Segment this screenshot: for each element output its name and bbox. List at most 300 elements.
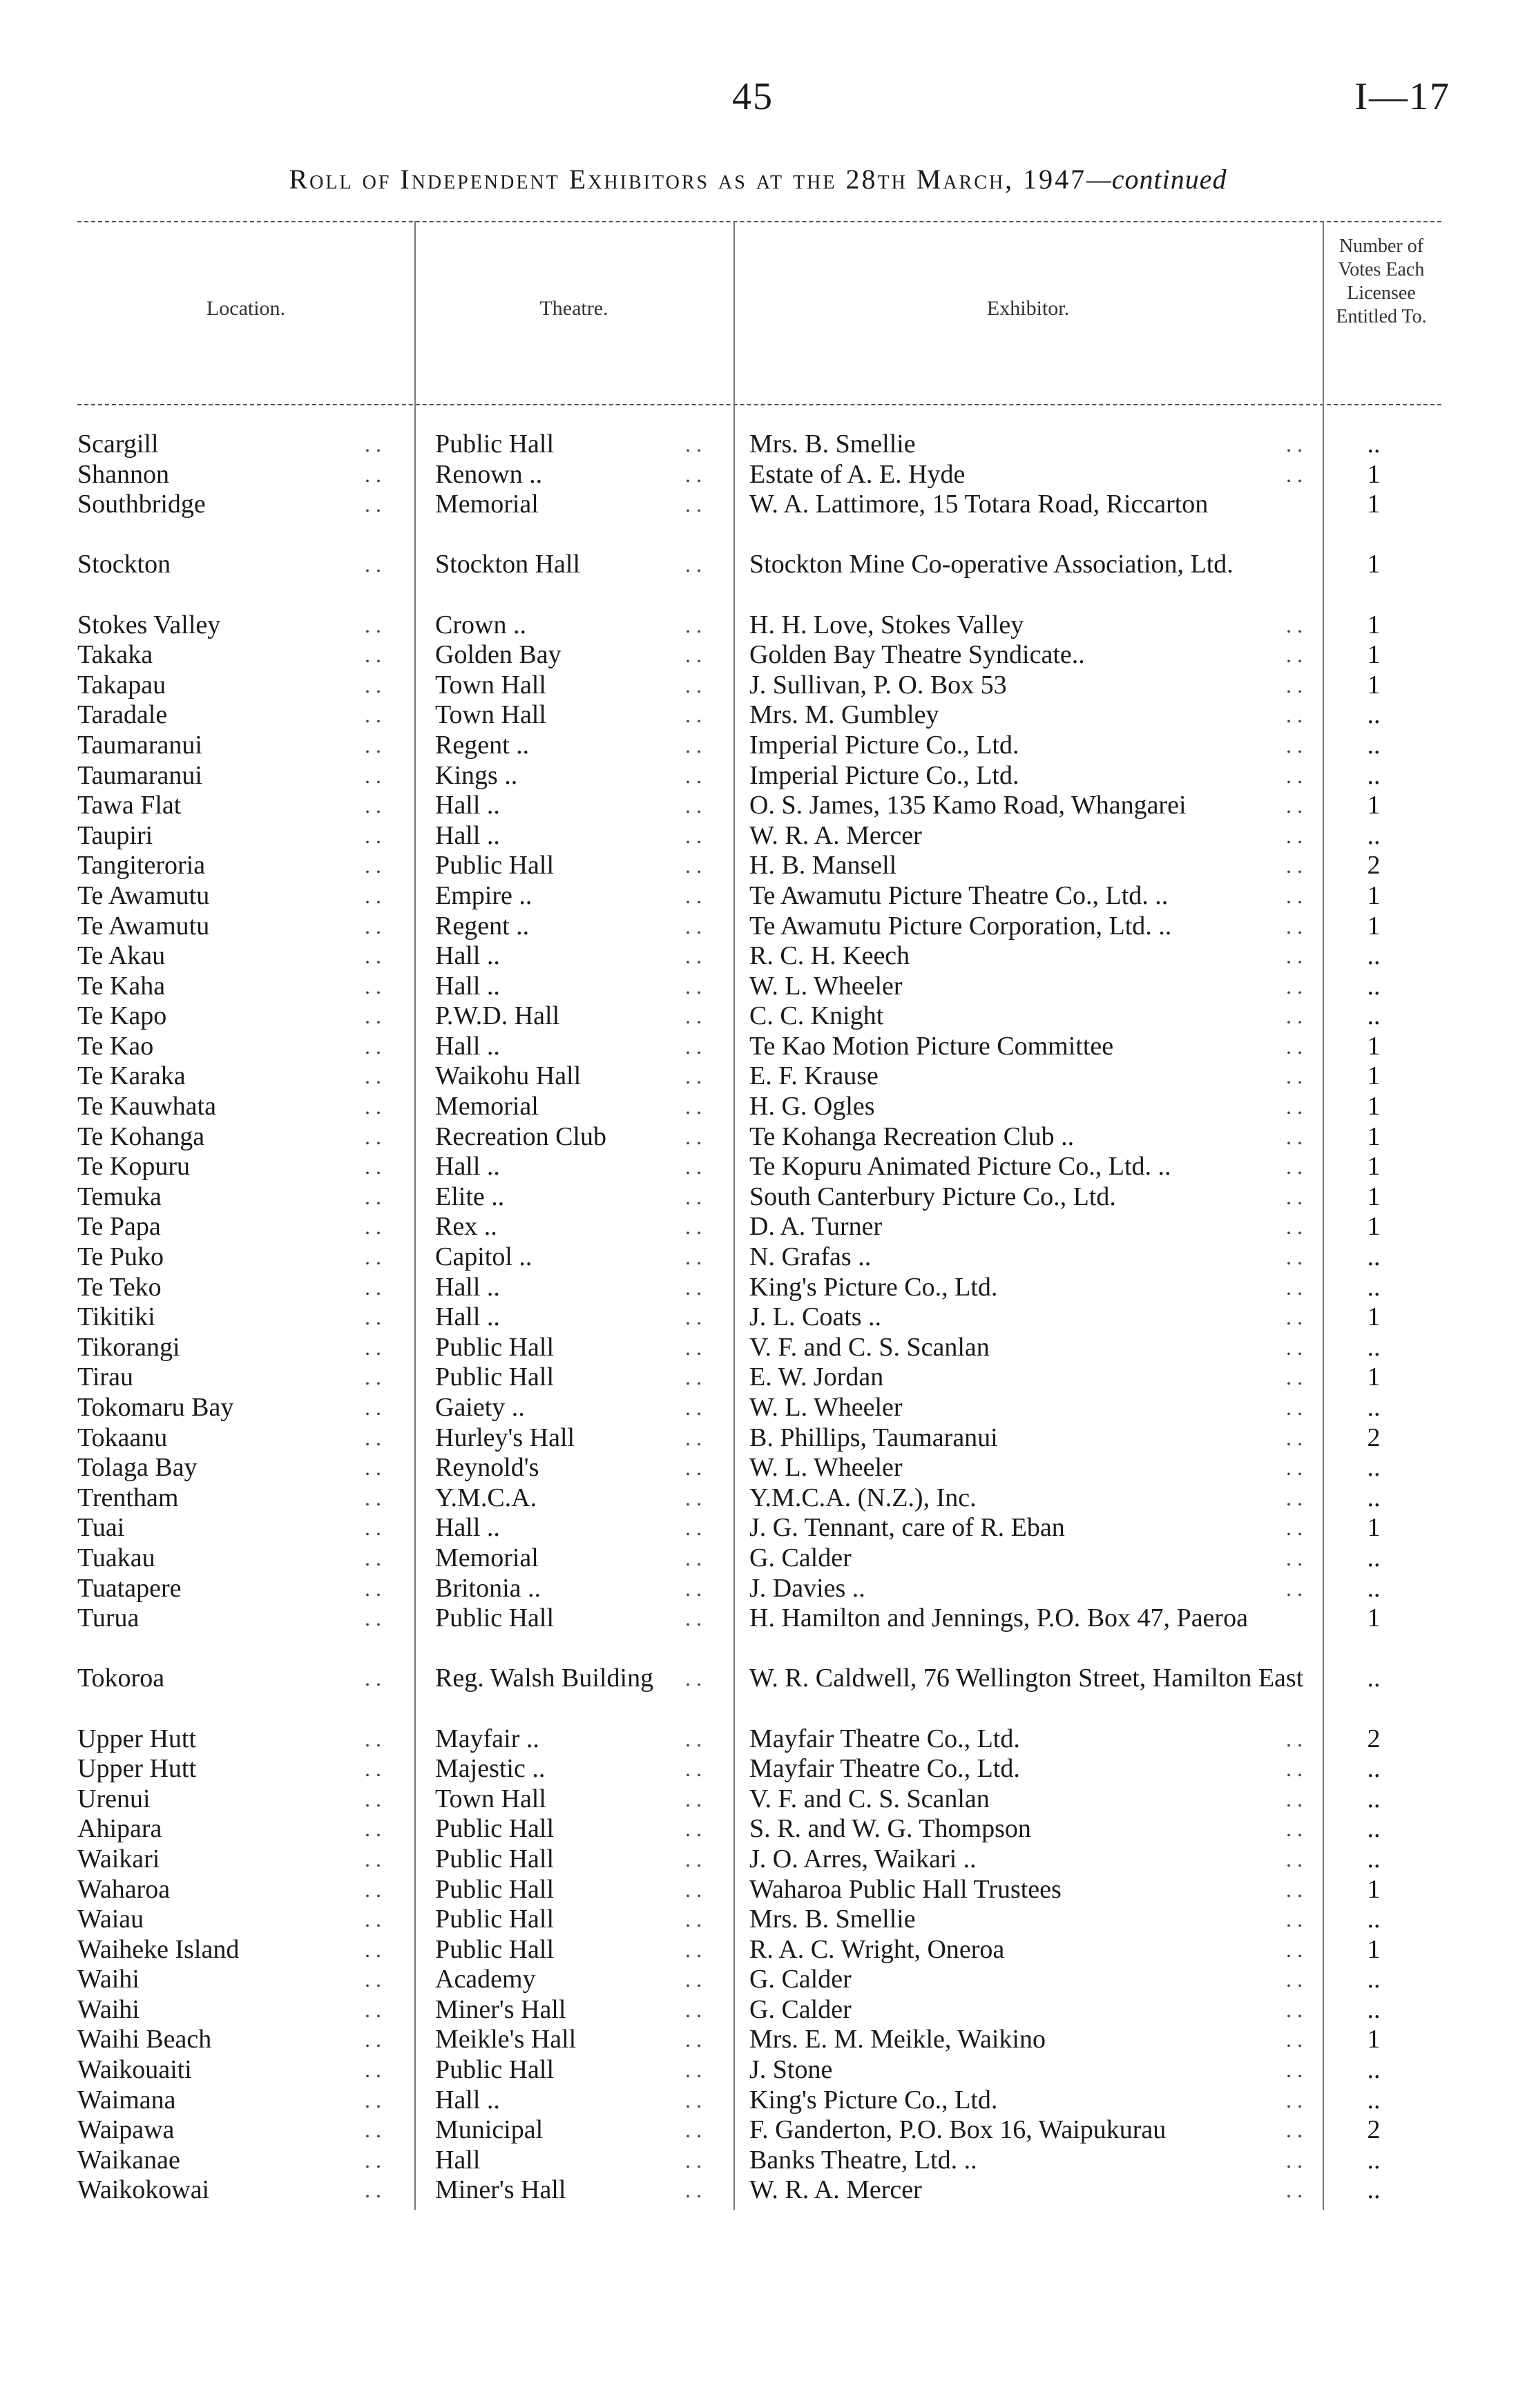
- votes-cell: 2: [1367, 1724, 1381, 1753]
- votes-cell: 2: [1367, 2115, 1381, 2145]
- table-row: [0, 1513, 1516, 1543]
- leader-dots: ..: [365, 1395, 387, 1420]
- leader-dots: ..: [365, 762, 387, 788]
- table-row: [0, 1212, 1516, 1242]
- exhibitor-cell: R. C. H. Keech: [749, 941, 910, 971]
- table-row: [0, 671, 1516, 701]
- leader-dots: ..: [365, 642, 387, 668]
- table-row: [0, 2086, 1516, 2116]
- leader-dots: ..: [685, 1124, 707, 1149]
- leader-dots: ..: [685, 1907, 707, 1932]
- leader-dots: ..: [365, 1033, 387, 1059]
- exhibitor-cell: King's Picture Co., Ltd.: [749, 1272, 998, 1302]
- leader-dots: ..: [685, 672, 707, 697]
- votes-cell: ..: [1367, 430, 1381, 459]
- page-reference: I—17: [1354, 75, 1450, 118]
- exhibitor-cell: W. R. Caldwell, 76 Wellington Street, Hamilton East: [749, 1664, 1304, 1693]
- votes-cell: ..: [1367, 1001, 1381, 1031]
- column-header-theatre: Theatre.: [539, 297, 608, 320]
- table-row: [0, 430, 1516, 460]
- table-row: [0, 1603, 1516, 1664]
- leader-dots: ..: [365, 883, 387, 908]
- leader-dots: ..: [685, 1455, 707, 1481]
- location-cell: Te Kaha: [77, 971, 166, 1001]
- location-cell: Takaka: [77, 640, 153, 670]
- leader-dots: ..: [365, 1606, 387, 1631]
- leader-dots: ..: [365, 1846, 387, 1871]
- votes-cell: 1: [1367, 911, 1381, 941]
- table-row: [0, 1664, 1516, 1724]
- exhibitor-cell: Waharoa Public Hall Trustees: [749, 1874, 1062, 1904]
- document-title: [0, 163, 1516, 195]
- leader-dots: ..: [685, 1756, 707, 1782]
- votes-cell: ..: [1367, 1573, 1381, 1603]
- theatre-cell: Public Hall: [435, 1874, 555, 1904]
- exhibitor-cell: Mrs. B. Smellie: [749, 1905, 916, 1934]
- leader-dots: ..: [1286, 1274, 1308, 1300]
- theatre-cell: Hall ..: [435, 1302, 500, 1332]
- exhibitor-cell: W. L. Wheeler: [749, 971, 903, 1001]
- theatre-cell: Town Hall: [435, 1784, 546, 1813]
- leader-dots: ..: [365, 1425, 387, 1450]
- exhibitor-cell: G. Calder: [749, 1965, 852, 1994]
- theatre-cell: Golden Bay: [435, 640, 562, 670]
- location-cell: Scargill: [77, 430, 159, 459]
- leader-dots: ..: [1286, 1063, 1308, 1089]
- leader-dots: ..: [685, 1304, 707, 1330]
- theatre-cell: Miner's Hall: [435, 1994, 566, 2024]
- leader-dots: ..: [685, 883, 707, 908]
- exhibitor-cell: Te Kohanga Recreation Club ..: [749, 1121, 1075, 1151]
- votes-cell: ..: [1367, 1543, 1381, 1572]
- votes-cell: 1: [1367, 1152, 1381, 1182]
- leader-dots: ..: [1286, 1545, 1308, 1570]
- theatre-cell: Regent ..: [435, 730, 530, 760]
- location-cell: Southbridge: [77, 490, 206, 519]
- exhibitor-table-body: [0, 430, 1516, 2206]
- leader-dots: ..: [1286, 1365, 1308, 1390]
- leader-dots: ..: [685, 1094, 707, 1119]
- exhibitor-cell: Te Kopuru Animated Picture Co., Ltd. ..: [749, 1152, 1171, 1182]
- exhibitor-cell: V. F. and C. S. Scanlan: [749, 1784, 990, 1813]
- table-row: [0, 2115, 1516, 2146]
- votes-cell: ..: [1367, 1965, 1381, 1994]
- leader-dots: ..: [365, 1244, 387, 1270]
- leader-dots: ..: [365, 943, 387, 969]
- leader-dots: ..: [365, 1365, 387, 1390]
- exhibitor-cell: Estate of A. E. Hyde: [749, 459, 966, 489]
- exhibitor-cell: J. O. Arres, Waikari ..: [749, 1844, 977, 1874]
- table-row: [0, 941, 1516, 972]
- theatre-cell: Stockton Hall: [435, 550, 581, 579]
- leader-dots: ..: [685, 973, 707, 999]
- table-row: [0, 1092, 1516, 1122]
- leader-dots: ..: [685, 2087, 707, 2112]
- votes-cell: 1: [1367, 791, 1381, 820]
- leader-dots: ..: [1286, 461, 1308, 487]
- table-row: [0, 2025, 1516, 2055]
- exhibitor-cell: H. Hamilton and Jennings, P.O. Box 47, Paeroa: [749, 1603, 1248, 1633]
- leader-dots: ..: [685, 1425, 707, 1450]
- theatre-cell: Hall ..: [435, 1513, 500, 1543]
- votes-cell: ..: [1367, 1272, 1381, 1302]
- votes-cell: 1: [1367, 2025, 1381, 2054]
- leader-dots: ..: [685, 1485, 707, 1510]
- leader-dots: ..: [365, 1756, 387, 1782]
- votes-cell: ..: [1367, 820, 1381, 850]
- leader-dots: ..: [365, 2087, 387, 2112]
- location-cell: Tuakau: [77, 1543, 155, 1572]
- leader-dots: ..: [685, 1666, 707, 1691]
- page-header: [0, 75, 1516, 137]
- exhibitor-cell: W. R. A. Mercer: [749, 820, 922, 850]
- leader-dots: ..: [365, 1515, 387, 1541]
- exhibitor-cell: Stockton Mine Co-operative Association, Ltd.: [749, 550, 1234, 579]
- location-cell: Waikokowai: [77, 2175, 210, 2205]
- exhibitor-cell: V. F. and C. S. Scanlan: [749, 1332, 990, 1362]
- exhibitor-cell: Mrs. E. M. Meikle, Waikino: [749, 2025, 1046, 2054]
- leader-dots: ..: [365, 552, 387, 577]
- leader-dots: ..: [685, 1816, 707, 1842]
- location-cell: Te Akau: [77, 941, 166, 971]
- leader-dots: ..: [685, 642, 707, 668]
- table-row: [0, 1333, 1516, 1363]
- leader-dots: ..: [365, 1575, 387, 1601]
- votes-cell: ..: [1367, 941, 1381, 971]
- leader-dots: ..: [1286, 642, 1308, 668]
- leader-dots: ..: [365, 822, 387, 848]
- table-row: [0, 791, 1516, 821]
- votes-cell: 2: [1367, 1423, 1381, 1452]
- leader-dots: ..: [365, 732, 387, 758]
- table-row: [0, 912, 1516, 942]
- location-cell: Tangiteroria: [77, 851, 206, 880]
- location-cell: Tikorangi: [77, 1332, 180, 1362]
- leader-dots: ..: [685, 2057, 707, 2083]
- leader-dots: ..: [685, 1575, 707, 1601]
- leader-dots: ..: [365, 1274, 387, 1300]
- leader-dots: ..: [685, 762, 707, 788]
- leader-dots: ..: [1286, 883, 1308, 908]
- table-row: [0, 1453, 1516, 1483]
- table-top-rule: [77, 221, 1441, 222]
- leader-dots: ..: [365, 1214, 387, 1240]
- table-row: [0, 972, 1516, 1002]
- location-cell: Waiheke Island: [77, 1934, 240, 1964]
- theatre-cell: Public Hall: [435, 1332, 555, 1362]
- theatre-cell: Memorial: [435, 1543, 539, 1572]
- leader-dots: ..: [365, 853, 387, 878]
- leader-dots: ..: [365, 793, 387, 818]
- leader-dots: ..: [1286, 1304, 1308, 1330]
- votes-cell: ..: [1367, 1393, 1381, 1422]
- theatre-cell: P.W.D. Hall: [435, 1001, 560, 1031]
- leader-dots: ..: [365, 1334, 387, 1360]
- votes-cell: ..: [1367, 700, 1381, 730]
- leader-dots: ..: [685, 1545, 707, 1570]
- location-cell: Ahipara: [77, 1814, 162, 1844]
- exhibitor-cell: J. G. Tennant, care of R. Eban: [749, 1513, 1065, 1543]
- leader-dots: ..: [685, 1063, 707, 1089]
- location-cell: Waikanae: [77, 2145, 180, 2175]
- votes-cell: ..: [1367, 1664, 1381, 1693]
- table-row: [0, 490, 1516, 550]
- location-cell: Stokes Valley: [77, 610, 221, 639]
- leader-dots: ..: [685, 2147, 707, 2173]
- leader-dots: ..: [365, 2027, 387, 2052]
- leader-dots: ..: [685, 1154, 707, 1179]
- theatre-cell: Crown ..: [435, 610, 526, 639]
- exhibitor-cell: G. Calder: [749, 1994, 852, 2024]
- theatre-cell: Reg. Walsh Building: [435, 1664, 654, 1693]
- theatre-cell: Mayfair ..: [435, 1724, 539, 1753]
- location-cell: Turua: [77, 1603, 140, 1633]
- exhibitor-cell: E. F. Krause: [749, 1061, 879, 1091]
- table-row: [0, 1032, 1516, 1062]
- theatre-cell: Town Hall: [435, 700, 546, 730]
- theatre-cell: Majestic ..: [435, 1754, 546, 1784]
- location-cell: Te Awamutu: [77, 880, 210, 910]
- leader-dots: ..: [1286, 1124, 1308, 1149]
- theatre-cell: Empire ..: [435, 880, 532, 910]
- leader-dots: ..: [1286, 793, 1308, 818]
- leader-dots: ..: [1286, 1967, 1308, 1992]
- location-cell: Waihi: [77, 1994, 140, 2024]
- leader-dots: ..: [1286, 762, 1308, 788]
- theatre-cell: Public Hall: [435, 1934, 555, 1964]
- location-cell: Te Papa: [77, 1212, 161, 1242]
- table-row: [0, 1965, 1516, 1995]
- leader-dots: ..: [365, 1304, 387, 1330]
- leader-dots: ..: [1286, 612, 1308, 637]
- exhibitor-cell: Mayfair Theatre Co., Ltd.: [749, 1724, 1020, 1753]
- leader-dots: ..: [365, 1786, 387, 1811]
- votes-cell: ..: [1367, 1453, 1381, 1483]
- votes-cell: ..: [1367, 730, 1381, 760]
- leader-dots: ..: [685, 432, 707, 456]
- theatre-cell: Meikle's Hall: [435, 2025, 577, 2054]
- location-cell: Taradale: [77, 700, 168, 730]
- location-cell: Taupiri: [77, 820, 153, 850]
- leader-dots: ..: [1286, 1154, 1308, 1179]
- table-row: [0, 1122, 1516, 1153]
- location-cell: Temuka: [77, 1182, 162, 1211]
- theatre-cell: Waikohu Hall: [435, 1061, 582, 1091]
- location-cell: Te Kao: [77, 1031, 154, 1061]
- theatre-cell: Memorial: [435, 1092, 539, 1121]
- theatre-cell: Public Hall: [435, 1362, 555, 1392]
- leader-dots: ..: [1286, 853, 1308, 878]
- exhibitor-cell: B. Phillips, Taumaranui: [749, 1423, 998, 1452]
- leader-dots: ..: [365, 1996, 387, 2022]
- leader-dots: ..: [685, 1726, 707, 1751]
- leader-dots: ..: [685, 1003, 707, 1029]
- leader-dots: ..: [685, 2117, 707, 2143]
- votes-cell: 1: [1367, 1092, 1381, 1121]
- exhibitor-cell: Mrs. B. Smellie: [749, 430, 916, 459]
- leader-dots: ..: [685, 1184, 707, 1209]
- table-row: [0, 640, 1516, 671]
- leader-dots: ..: [1286, 672, 1308, 697]
- exhibitor-cell: Te Awamutu Picture Theatre Co., Ltd. ..: [749, 880, 1169, 910]
- location-cell: Tuatapere: [77, 1573, 182, 1603]
- table-row: [0, 700, 1516, 731]
- votes-cell: ..: [1367, 760, 1381, 790]
- title-continued: —continued: [1086, 164, 1227, 195]
- votes-cell: 1: [1367, 1061, 1381, 1091]
- theatre-cell: Public Hall: [435, 430, 555, 459]
- exhibitor-cell: F. Ganderton, P.O. Box 16, Waipukurau: [749, 2115, 1167, 2145]
- leader-dots: ..: [685, 702, 707, 728]
- theatre-cell: Miner's Hall: [435, 2175, 566, 2205]
- leader-dots: ..: [365, 1184, 387, 1209]
- votes-cell: ..: [1367, 1905, 1381, 1934]
- leader-dots: ..: [1286, 1515, 1308, 1541]
- leader-dots: ..: [365, 1485, 387, 1510]
- theatre-cell: Kings ..: [435, 760, 518, 790]
- leader-dots: ..: [1286, 1936, 1308, 1962]
- table-row: [0, 2146, 1516, 2176]
- leader-dots: ..: [1286, 2027, 1308, 2052]
- votes-cell: ..: [1367, 2145, 1381, 2175]
- leader-dots: ..: [1286, 1756, 1308, 1782]
- exhibitor-cell: King's Picture Co., Ltd.: [749, 2085, 998, 2115]
- table-row: [0, 460, 1516, 490]
- table-row: [0, 1061, 1516, 1092]
- leader-dots: ..: [1286, 1816, 1308, 1842]
- votes-cell: 1: [1367, 1362, 1381, 1392]
- leader-dots: ..: [685, 2027, 707, 2052]
- leader-dots: ..: [365, 1967, 387, 1992]
- location-cell: Waikouaiti: [77, 2055, 192, 2085]
- table-row: [0, 731, 1516, 761]
- leader-dots: ..: [365, 1726, 387, 1751]
- leader-dots: ..: [1286, 943, 1308, 969]
- theatre-cell: Hurley's Hall: [435, 1423, 575, 1452]
- table-row: [0, 1302, 1516, 1333]
- leader-dots: ..: [685, 612, 707, 637]
- leader-dots: ..: [1286, 1907, 1308, 1932]
- table-row: [0, 1995, 1516, 2025]
- votes-cell: ..: [1367, 2175, 1381, 2205]
- table-row: [0, 1423, 1516, 1454]
- votes-cell: 2: [1367, 851, 1381, 880]
- exhibitor-cell: G. Calder: [749, 1543, 852, 1572]
- leader-dots: ..: [365, 913, 387, 938]
- location-cell: Tuai: [77, 1513, 125, 1543]
- theatre-cell: Elite ..: [435, 1182, 505, 1211]
- table-row: [0, 1001, 1516, 1032]
- leader-dots: ..: [685, 853, 707, 878]
- votes-cell: ..: [1367, 2085, 1381, 2115]
- table-row: [0, 1784, 1516, 1815]
- leader-dots: ..: [685, 732, 707, 758]
- leader-dots: ..: [685, 1936, 707, 1962]
- table-row: [0, 851, 1516, 881]
- table-row: [0, 1483, 1516, 1514]
- leader-dots: ..: [1286, 1425, 1308, 1450]
- theatre-cell: Regent ..: [435, 911, 530, 941]
- leader-dots: ..: [365, 2117, 387, 2143]
- location-cell: Waihi Beach: [77, 2025, 212, 2054]
- table-row: [0, 1844, 1516, 1875]
- table-row: [0, 1182, 1516, 1213]
- leader-dots: ..: [1286, 1996, 1308, 2022]
- theatre-cell: Hall ..: [435, 971, 500, 1001]
- exhibitor-cell: J. Sullivan, P. O. Box 53: [749, 670, 1007, 700]
- table-row: [0, 2055, 1516, 2086]
- leader-dots: ..: [1286, 1033, 1308, 1059]
- leader-dots: ..: [365, 2057, 387, 2083]
- leader-dots: ..: [685, 492, 707, 517]
- leader-dots: ..: [685, 1365, 707, 1390]
- theatre-cell: Y.M.C.A.: [435, 1483, 537, 1512]
- leader-dots: ..: [685, 943, 707, 969]
- leader-dots: ..: [1286, 1334, 1308, 1360]
- exhibitor-cell: Imperial Picture Co., Ltd.: [749, 760, 1019, 790]
- leader-dots: ..: [685, 1274, 707, 1300]
- votes-cell: 1: [1367, 1934, 1381, 1964]
- exhibitor-cell: Y.M.C.A. (N.Z.), Inc.: [749, 1483, 977, 1512]
- leader-dots: ..: [365, 1094, 387, 1119]
- location-cell: Tokaanu: [77, 1423, 168, 1452]
- votes-cell: 1: [1367, 490, 1381, 519]
- location-cell: Waipawa: [77, 2115, 175, 2145]
- location-cell: Te Kohanga: [77, 1121, 205, 1151]
- exhibitor-cell: H. H. Love, Stokes Valley: [749, 610, 1024, 639]
- votes-cell: 1: [1367, 1182, 1381, 1211]
- table-row: [0, 1152, 1516, 1182]
- theatre-cell: Public Hall: [435, 1814, 555, 1844]
- leader-dots: ..: [365, 1666, 387, 1691]
- location-cell: Tolaga Bay: [77, 1453, 198, 1483]
- votes-cell: 1: [1367, 880, 1381, 910]
- leader-dots: ..: [685, 822, 707, 848]
- leader-dots: ..: [685, 552, 707, 577]
- theatre-cell: Public Hall: [435, 1603, 555, 1633]
- votes-cell: 1: [1367, 640, 1381, 670]
- leader-dots: ..: [1286, 822, 1308, 848]
- theatre-cell: Hall ..: [435, 1152, 500, 1182]
- exhibitor-cell: Te Kao Motion Picture Committee: [749, 1031, 1114, 1061]
- leader-dots: ..: [685, 1876, 707, 1902]
- location-cell: Upper Hutt: [77, 1724, 197, 1753]
- leader-dots: ..: [365, 1907, 387, 1932]
- theatre-cell: Hall ..: [435, 941, 500, 971]
- leader-dots: ..: [685, 1214, 707, 1240]
- leader-dots: ..: [365, 1154, 387, 1179]
- leader-dots: ..: [365, 1876, 387, 1902]
- theatre-cell: Hall: [435, 2145, 481, 2175]
- leader-dots: ..: [365, 2177, 387, 2203]
- votes-cell: 1: [1367, 1302, 1381, 1332]
- location-cell: Tokoroa: [77, 1664, 165, 1693]
- leader-dots: ..: [365, 492, 387, 517]
- location-cell: Waikari: [77, 1844, 160, 1874]
- votes-cell: 1: [1367, 1874, 1381, 1904]
- leader-dots: ..: [685, 1786, 707, 1811]
- theatre-cell: Hall ..: [435, 791, 500, 820]
- location-cell: Trentham: [77, 1483, 179, 1512]
- exhibitor-cell: Banks Theatre, Ltd. ..: [749, 2145, 977, 2175]
- theatre-cell: Recreation Club: [435, 1121, 606, 1151]
- leader-dots: ..: [1286, 1184, 1308, 1209]
- exhibitor-cell: C. C. Knight: [749, 1001, 884, 1031]
- leader-dots: ..: [1286, 1003, 1308, 1029]
- leader-dots: ..: [365, 1455, 387, 1481]
- location-cell: Upper Hutt: [77, 1754, 197, 1784]
- table-row: [0, 1543, 1516, 1574]
